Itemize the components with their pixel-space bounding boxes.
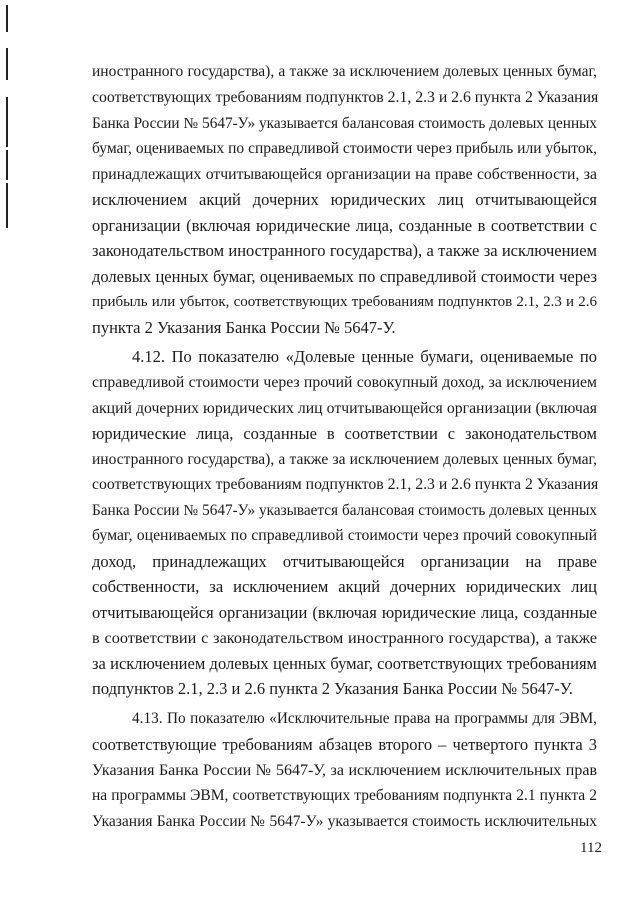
text-line: соответствующие требованиям абзацев второго – четвертого пункта 3 <box>92 735 597 754</box>
text-line: Банка России № 5647-У» указывается балансовая стоимость долевых ценных <box>92 115 597 132</box>
text-line: законодательством иностранного государства), а также за исключением <box>92 241 597 260</box>
text-line: иностранного государства), а также за исключением долевых ценных бумаг, <box>92 63 597 80</box>
text-line: Указания Банка России № 5647-У, за исключением исключительных прав <box>92 762 597 779</box>
text-line: Банка России № 5647-У» указывается балансовая стоимость долевых ценных <box>92 502 597 519</box>
text-line: бумаг, оцениваемых по справедливой стоимости через прибыль или убыток, <box>92 140 597 157</box>
revision-bar <box>6 48 8 80</box>
page-number: 112 <box>580 840 602 856</box>
revision-bar <box>6 5 8 32</box>
text-line: отчитывающейся организации (включая юридические лица, созданные <box>92 603 597 622</box>
text-line: соответствующих требованиям подпунктов 2.1, 2.3 и 2.6 пункта 2 Указания <box>92 476 599 493</box>
paragraph-heading-line: 4.12. По показателю «Долевые ценные бумаги, оцениваемые по <box>132 347 597 366</box>
text-line: прибыль или убыток, соответствующих требованиям подпунктов 2.1, 2.3 и 2.6 <box>92 294 597 310</box>
text-line: исключением акций дочерних юридических лиц отчитывающейся <box>92 190 597 209</box>
text-line: доход, принадлежащих отчитывающейся организации на праве <box>92 552 597 571</box>
text-line: организации (включая юридические лица, созданные в соответствии с <box>92 216 597 235</box>
text-line: Указания Банка России № 5647-У» указывается стоимость исключительных <box>92 813 597 830</box>
text-line: соответствующих требованиям подпунктов 2.1, 2.3 и 2.6 пункта 2 Указания <box>92 89 599 106</box>
text-line: в соответствии с законодательством иностранного государства), а также <box>92 629 597 647</box>
text-line: юридические лица, созданные в соответствии с законодательством <box>92 424 597 443</box>
revision-bar <box>6 150 8 180</box>
text-line: иностранного государства), а также за исключением долевых ценных бумаг, <box>92 451 597 468</box>
text-line: собственности, за исключением акций дочерних юридических лиц <box>92 577 597 596</box>
revision-bar <box>6 97 8 147</box>
text-line: акций дочерних юридических лиц отчитывающейся организации (включая <box>92 400 597 417</box>
text-line: на программы ЭВМ, соответствующих требованиям подпункта 2.1 пункта 2 <box>92 787 597 804</box>
text-line: справедливой стоимости через прочий совокупный доход, за исключением <box>92 374 597 391</box>
paragraph-heading-line: 4.13. По показателю «Исключительные права на программы для ЭВМ, <box>132 710 597 727</box>
text-line: подпунктов 2.1, 2.3 и 2.6 пункта 2 Указания Банка России № 5647-У. <box>92 679 573 698</box>
text-line: бумаг, оцениваемых по справедливой стоимости через прочий совокупный <box>92 527 597 544</box>
text-line: долевых ценных бумаг, оцениваемых по справедливой стоимости через <box>92 267 597 286</box>
revision-bar <box>6 183 8 228</box>
text-line: принадлежащих отчитывающейся организации на праве собственности, за <box>92 166 597 183</box>
text-line: пункта 2 Указания Банка России № 5647-У. <box>92 318 396 337</box>
text-line: за исключением долевых ценных бумаг, соответствующих требованиям <box>92 654 597 673</box>
